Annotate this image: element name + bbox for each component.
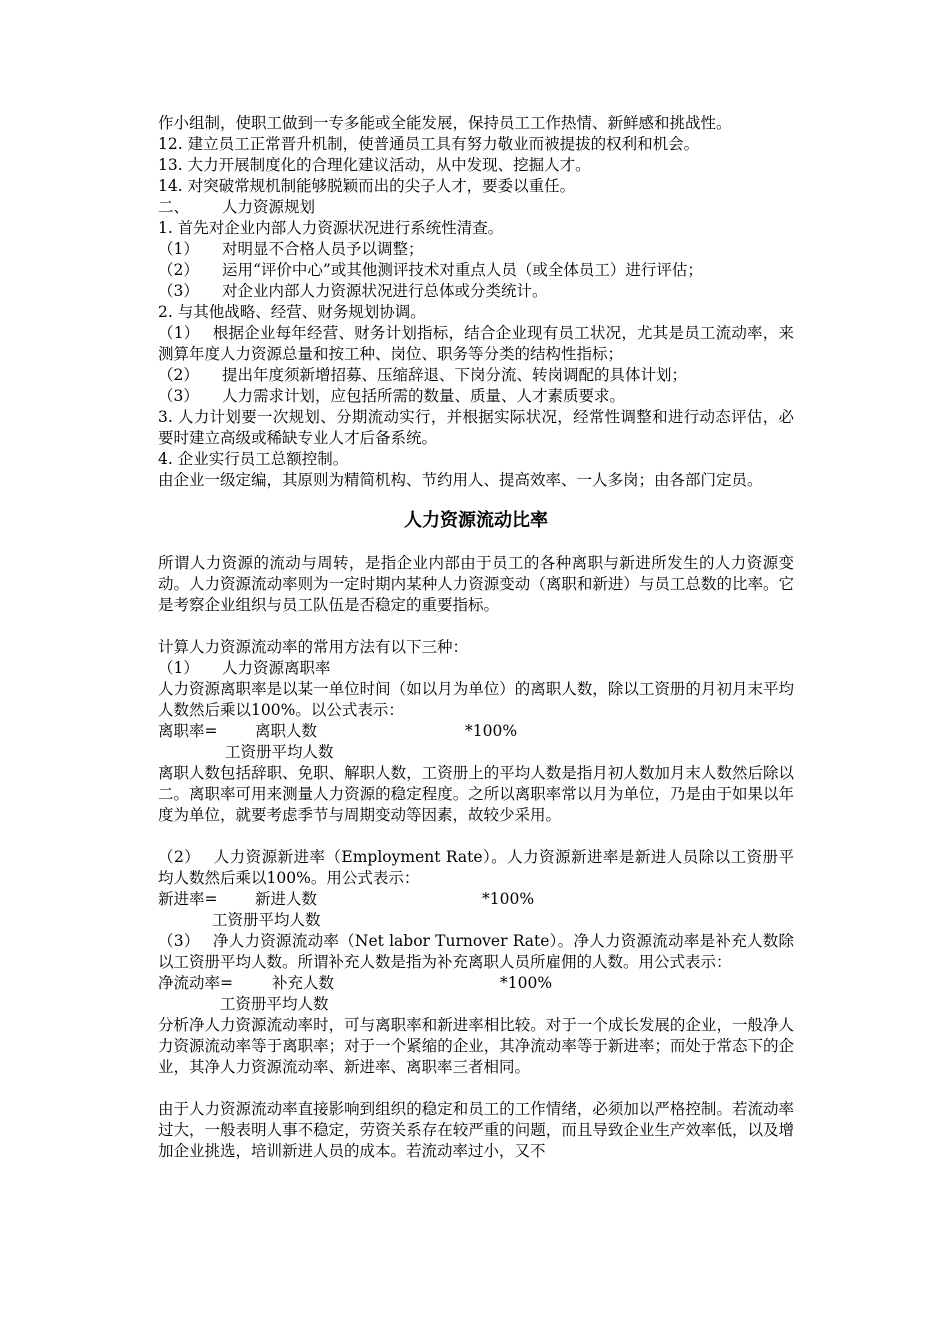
method-1-explanation: 离职人数包括辞职、免职、解职人数，工资册上的平均人数是指月初人数加月末人数然后除以二。离职率可用来测量人力资源的稳定程度。之所以离职率常以月为单位，乃是由于如果以年度为单位，就要考虑季节与周期变动等因素，故较少采用。 xyxy=(158,764,794,824)
list-item-3: 3. 人力计划要一次规划、分期流动实行，并根据实际状况，经常性调整和进行动态评估，必要时建立高级或稀缺专业人才后备系统。 xyxy=(158,408,794,447)
method-text: 净人力资源流动率（Net labor Turnover Rate）。净人力资源流动率是补充人数除以工资册平均人数。所谓补充人数是指为补充离职人员所雇佣的人数。用公式表示： xyxy=(158,932,794,971)
sub-item-number: （3） xyxy=(158,387,199,405)
sub-item xyxy=(158,281,794,302)
formula-numerator: 离职人数 xyxy=(255,722,318,740)
list-item-2: 2. 与其他战略、经营、财务规划协调。 xyxy=(158,303,426,321)
intro-paragraph: 所谓人力资源的流动与周转，是指企业内部由于员工的各种离职与新进所发生的人力资源变动。人力资源流动率则为一定时期内某种人力资源变动（离职和新进）与员工总数的比率。它是考察企业组织与员工队伍是否稳定的重要指标。 xyxy=(158,554,794,614)
section-title-main: 人力资源流动比率 xyxy=(404,510,548,531)
formula-multiplier: *100% xyxy=(465,722,518,740)
list-item-12: 12. 建立员工正常晋升机制，使普通员工具有努力敬业而被提拔的权利和机会。 xyxy=(158,135,700,153)
formula-multiplier: *100% xyxy=(482,890,535,908)
paragraph: 作小组制，使职工做到一专多能或全能发展，保持员工工作热情、新鲜感和挑战性。 xyxy=(158,114,732,132)
document-body xyxy=(158,113,794,1162)
formula-denominator-row xyxy=(158,994,794,1015)
formula-label: 离职率= xyxy=(158,722,218,740)
spacer xyxy=(158,826,794,847)
formula-label: 净流动率= xyxy=(158,974,233,992)
sub-item-number: （2） xyxy=(158,261,199,279)
formula-denominator: 工资册平均人数 xyxy=(220,995,329,1013)
formula-net-turnover-rate xyxy=(158,973,794,994)
sub-item xyxy=(158,260,794,281)
sub-item-text: 对企业内部人力资源状况进行总体或分类统计。 xyxy=(222,282,548,300)
formula-denominator: 工资册平均人数 xyxy=(225,743,334,761)
sub-item-text: 人力需求计划，应包括所需的数量、质量、人才素质要求。 xyxy=(222,387,626,405)
sub-item-text: 提出年度须新增招募、压缩辞退、下岗分流、转岗调配的具体计划； xyxy=(222,366,688,384)
formula-denominator: 工资册平均人数 xyxy=(212,911,321,929)
method-text: 人力资源新进率（Employment Rate）。人力资源新进率是新进人员除以工资册平均人数然后乘以100%。用公式表示： xyxy=(158,848,794,887)
sub-item-text: 运用“评价中心”或其他测评技术对重点人员（或全体员工）进行评估； xyxy=(222,261,703,279)
spacer xyxy=(158,1078,794,1099)
formula-numerator: 补充人数 xyxy=(272,974,335,992)
sub-item xyxy=(158,239,794,260)
method-1-description: 人力资源离职率是以某一单位时间（如以月为单位）的离职人数，除以工资册的月初月末平均人数然后乘以100%。以公式表示： xyxy=(158,680,794,719)
formula-multiplier: *100% xyxy=(500,974,553,992)
sub-item-wrapped xyxy=(158,323,794,365)
analysis-paragraph: 分析净人力资源流动率时，可与离职率和新进率相比较。对于一个成长发展的企业，一般净人力资源流动率等于离职率；对于一个紧缩的企业，其净流动率等于新进率；而处于常态下的企业，其净人力资源流动率、新进率、离职率三者相同。 xyxy=(158,1016,794,1076)
formula-numerator: 新进人数 xyxy=(255,890,318,908)
paragraph: 由企业一级定编，其原则为精简机构、节约用人、提高效率、一人多岗；由各部门定员。 xyxy=(158,471,763,489)
list-item-4: 4. 企业实行员工总额控制。 xyxy=(158,450,349,468)
methods-paragraph: 计算人力资源流动率的常用方法有以下三种： xyxy=(158,638,469,656)
formula-separation-rate xyxy=(158,721,794,742)
method-2-paragraph xyxy=(158,847,794,889)
formula-denominator-row xyxy=(158,742,794,763)
section-number: 二、 xyxy=(158,198,190,216)
method-number: （2） xyxy=(158,848,201,866)
list-item-13: 13. 大力开展制度化的合理化建议活动，从中发现、挖掘人才。 xyxy=(158,156,591,174)
sub-item-number: （3） xyxy=(158,282,199,300)
method-number: （1） xyxy=(158,659,199,677)
sub-item-text: 根据企业每年经营、财务计划指标，结合企业现有员工状况，尤其是员工流动率，来测算年度人力资源总量和按工种、岗位、职务等分类的结构性指标； xyxy=(158,324,794,363)
list-item-14: 14. 对突破常规机制能够脱颖而出的尖子人才，要委以重任。 xyxy=(158,177,576,195)
method-number: （3） xyxy=(158,932,200,950)
method-title: 人力资源离职率 xyxy=(222,659,331,677)
list-item-1: 1. 首先对企业内部人力资源状况进行系统性清查。 xyxy=(158,219,504,237)
formula-denominator-row xyxy=(158,910,794,931)
closing-paragraph: 由于人力资源流动率直接影响到组织的稳定和员工的工作情绪，必须加以严格控制。若流动率过大，一般表明人事不稳定，劳资关系存在较严重的问题，而且导致企业生产效率低，以及增加企业挑选，培训新进人员的成本。若流动率过小，又不 xyxy=(158,1100,794,1160)
spacer xyxy=(158,616,794,637)
sub-item-number: （1） xyxy=(158,240,199,258)
sub-item-text: 对明显不合格人员予以调整； xyxy=(222,240,424,258)
method-3-paragraph xyxy=(158,931,794,973)
formula-employment-rate xyxy=(158,889,794,910)
sub-item-number: （2） xyxy=(158,366,199,384)
sub-item xyxy=(158,386,794,407)
sub-item-number: （1） xyxy=(158,324,200,342)
method-1-heading xyxy=(158,658,794,679)
sub-item xyxy=(158,365,794,386)
section-title: 人力资源规划 xyxy=(222,198,316,216)
section-heading-2 xyxy=(158,197,794,218)
formula-label: 新进率= xyxy=(158,890,218,908)
